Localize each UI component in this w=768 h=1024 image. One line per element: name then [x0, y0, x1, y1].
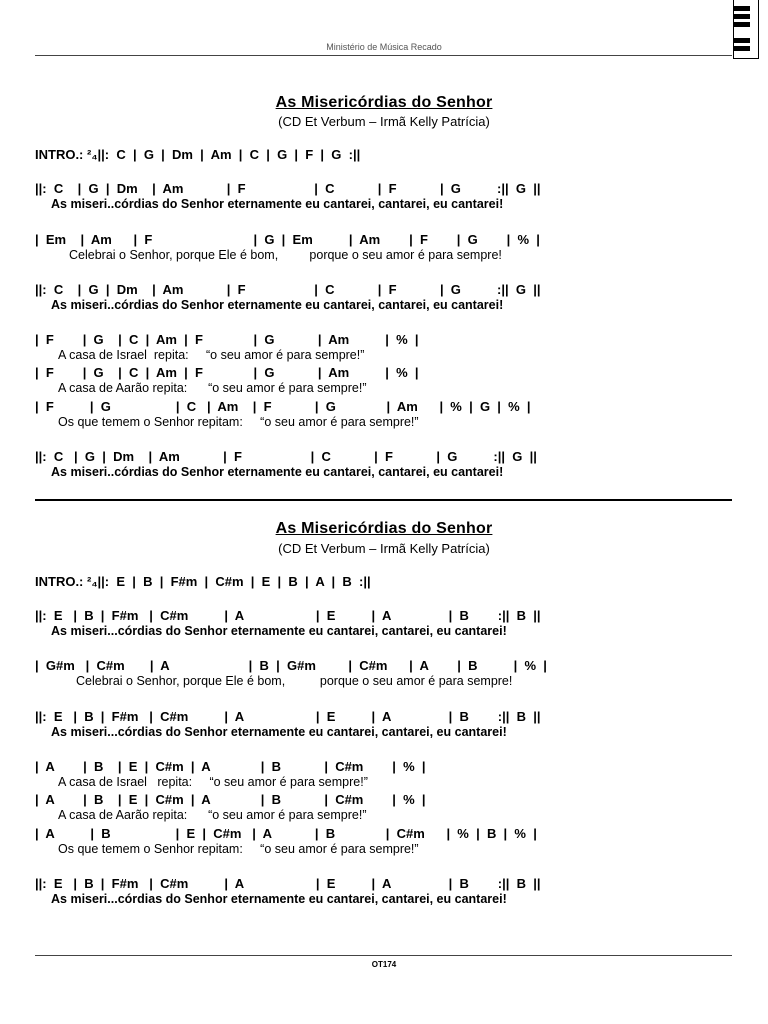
- song1-chords: ||: C | G | Dm | Am | F | C | F | G :|| G ||: [35, 282, 541, 297]
- song1-chords: | Em | Am | F | G | Em | Am | F | G | % |: [35, 232, 540, 247]
- song1-lyrics: Celebrai o Senhor, porque Ele é bom, porque o seu amor é para sempre!: [69, 248, 502, 262]
- song2-chords: | A | B | E | C#m | A | B | C#m | % |: [35, 792, 426, 807]
- song2-subtitle: (CD Et Verbum – Irmã Kelly Patrícia): [278, 541, 490, 556]
- header-rule: [35, 55, 732, 56]
- section-divider: [35, 499, 732, 501]
- song1-chords: | F | G | C | Am | F | G | Am | % |: [35, 332, 419, 347]
- song1-subtitle: (CD Et Verbum – Irmã Kelly Patrícia): [278, 114, 490, 129]
- footer-rule: [35, 955, 732, 956]
- song2-lyrics: As miseri...córdias do Senhor eternamente eu cantarei, cantarei, eu cantarei!: [51, 624, 507, 638]
- song2-chords: ||: E | B | F#m | C#m | A | E | A | B :|| B ||: [35, 876, 541, 891]
- song2-lyrics: As miseri...córdias do Senhor eternamente eu cantarei, cantarei, eu cantarei!: [51, 725, 507, 739]
- song1-title: As Misericórdias do Senhor: [275, 94, 493, 111]
- song1-lyrics: Os que temem o Senhor repitam: “o seu amor é para sempre!”: [58, 415, 419, 429]
- song1-lyrics: A casa de Aarão repita: “o seu amor é para sempre!”: [58, 381, 367, 395]
- song1-intro: INTRO.: ²₄||: C | G | Dm | Am | C | G | F | G :||: [35, 147, 361, 162]
- song2-chords: | A | B | E | C#m | A | B | C#m | % |: [35, 759, 426, 774]
- song2-intro: INTRO.: ²₄||: E | B | F#m | C#m | E | B | A | B :||: [35, 574, 371, 589]
- song2-lyrics: Celebrai o Senhor, porque Ele é bom, porque o seu amor é para sempre!: [76, 674, 513, 688]
- song2-title: As Misericórdias do Senhor: [275, 520, 493, 537]
- song1-lyrics: As miseri..córdias do Senhor eternamente eu cantarei, cantarei, eu cantarei!: [51, 465, 504, 479]
- song2-lyrics: Os que temem o Senhor repitam: “o seu amor é para sempre!”: [58, 842, 419, 856]
- page-code: OT174: [371, 960, 397, 969]
- song2-chords: ||: E | B | F#m | C#m | A | E | A | B :|| B ||: [35, 608, 541, 623]
- song1-chords: | F | G | C | Am | F | G | Am | % |: [35, 365, 419, 380]
- ministry-header: Ministério de Música Recado: [326, 42, 442, 52]
- song2-lyrics: A casa de Israel repita: “o seu amor é para sempre!”: [58, 775, 368, 789]
- song2-chords: | A | B | E | C#m | A | B | C#m | % | B | % |: [35, 826, 537, 841]
- song1-chords: ||: C | G | Dm | Am | F | C | F | G :|| G ||: [35, 181, 541, 196]
- song1-chords: | F | G | C | Am | F | G | Am | % | G | % |: [35, 399, 531, 414]
- song1-chords: ||: C | G | Dm | Am | F | C | F | G :|| G ||: [35, 449, 537, 464]
- song1-lyrics: As miseri..córdias do Senhor eternamente eu cantarei, cantarei, eu cantarei!: [51, 197, 504, 211]
- song2-chords: | G#m | C#m | A | B | G#m | C#m | A | B | % |: [35, 658, 547, 673]
- song2-lyrics: A casa de Aarão repita: “o seu amor é para sempre!”: [58, 808, 367, 822]
- song2-lyrics: As miseri...córdias do Senhor eternamente eu cantarei, cantarei, eu cantarei!: [51, 892, 507, 906]
- song1-lyrics: A casa de Israel repita: “o seu amor é para sempre!”: [58, 348, 365, 362]
- song2-chords: ||: E | B | F#m | C#m | A | E | A | B :|| B ||: [35, 709, 541, 724]
- song1-lyrics: As miseri..córdias do Senhor eternamente eu cantarei, cantarei, eu cantarei!: [51, 298, 504, 312]
